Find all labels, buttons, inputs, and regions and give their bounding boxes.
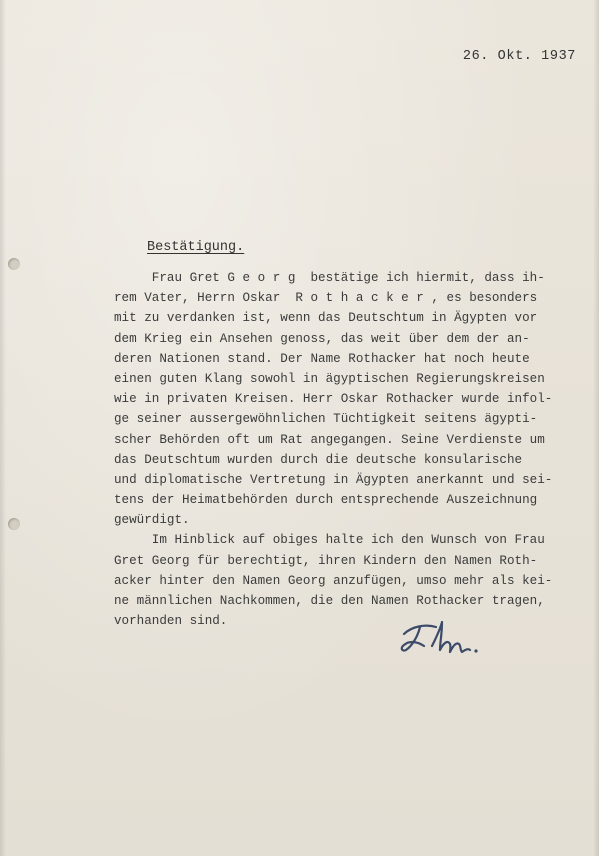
body-line: Im Hinblick auf obiges halte ich den Wunsch von Frau xyxy=(114,533,545,548)
body-line: Frau Gret G e o r g bestätige ich hiermit, dass ih- xyxy=(114,271,545,285)
body-line: vorhanden sind. xyxy=(114,614,228,629)
body-line: ne männlichen Nachkommen, die den Namen Rothacker tragen, xyxy=(114,594,545,608)
body-line: das Deutschtum wurden durch die deutsche konsularische xyxy=(114,452,523,467)
body-line: ge seiner aussergewöhnlichen Tüchtigkeit seitens ägypti- xyxy=(114,412,538,427)
body-line: Gret Georg für berechtigt, ihren Kindern den Namen Roth- xyxy=(114,553,538,568)
body-line: wie in privaten Kreisen. Herr Oskar Rothacker wurde infol- xyxy=(114,392,553,407)
letter-date: 26. Okt. 1937 xyxy=(462,49,576,64)
body-line: einen guten Klang sowohl in ägyptischen Regierungskreisen xyxy=(114,371,545,386)
punch-hole-bottom xyxy=(8,518,20,530)
letter-heading: Bestätigung. xyxy=(147,240,245,255)
body-line: scher Behörden oft um Rat angegangen. Seine Verdienste um xyxy=(114,432,545,447)
body-line: gewürdigt. xyxy=(114,513,190,528)
page-edge-shadow-right xyxy=(593,0,599,856)
letter-body xyxy=(114,268,584,631)
body-line: dem Krieg ein Ansehen genoss, das weit über dem der an- xyxy=(114,331,530,346)
body-line: deren Nationen stand. Der Name Rothacker hat noch heute xyxy=(114,351,530,366)
handwritten-signature xyxy=(398,612,488,662)
body-line: rem Vater, Herrn Oskar R o t h a c k e r , es besonders xyxy=(114,291,538,306)
punch-hole-top xyxy=(8,258,20,270)
body-line: und diplomatische Vertretung in Ägypten anerkannt und sei- xyxy=(114,472,553,487)
body-line: tens der Heimatbehörden durch entsprechende Auszeichnung xyxy=(114,493,538,508)
page-edge-shadow-left xyxy=(0,0,6,856)
body-line: acker hinter den Namen Georg anzufügen, umso mehr als kei- xyxy=(114,573,553,588)
body-line: mit zu verdanken ist, wenn das Deutschtum in Ägypten vor xyxy=(114,311,538,326)
